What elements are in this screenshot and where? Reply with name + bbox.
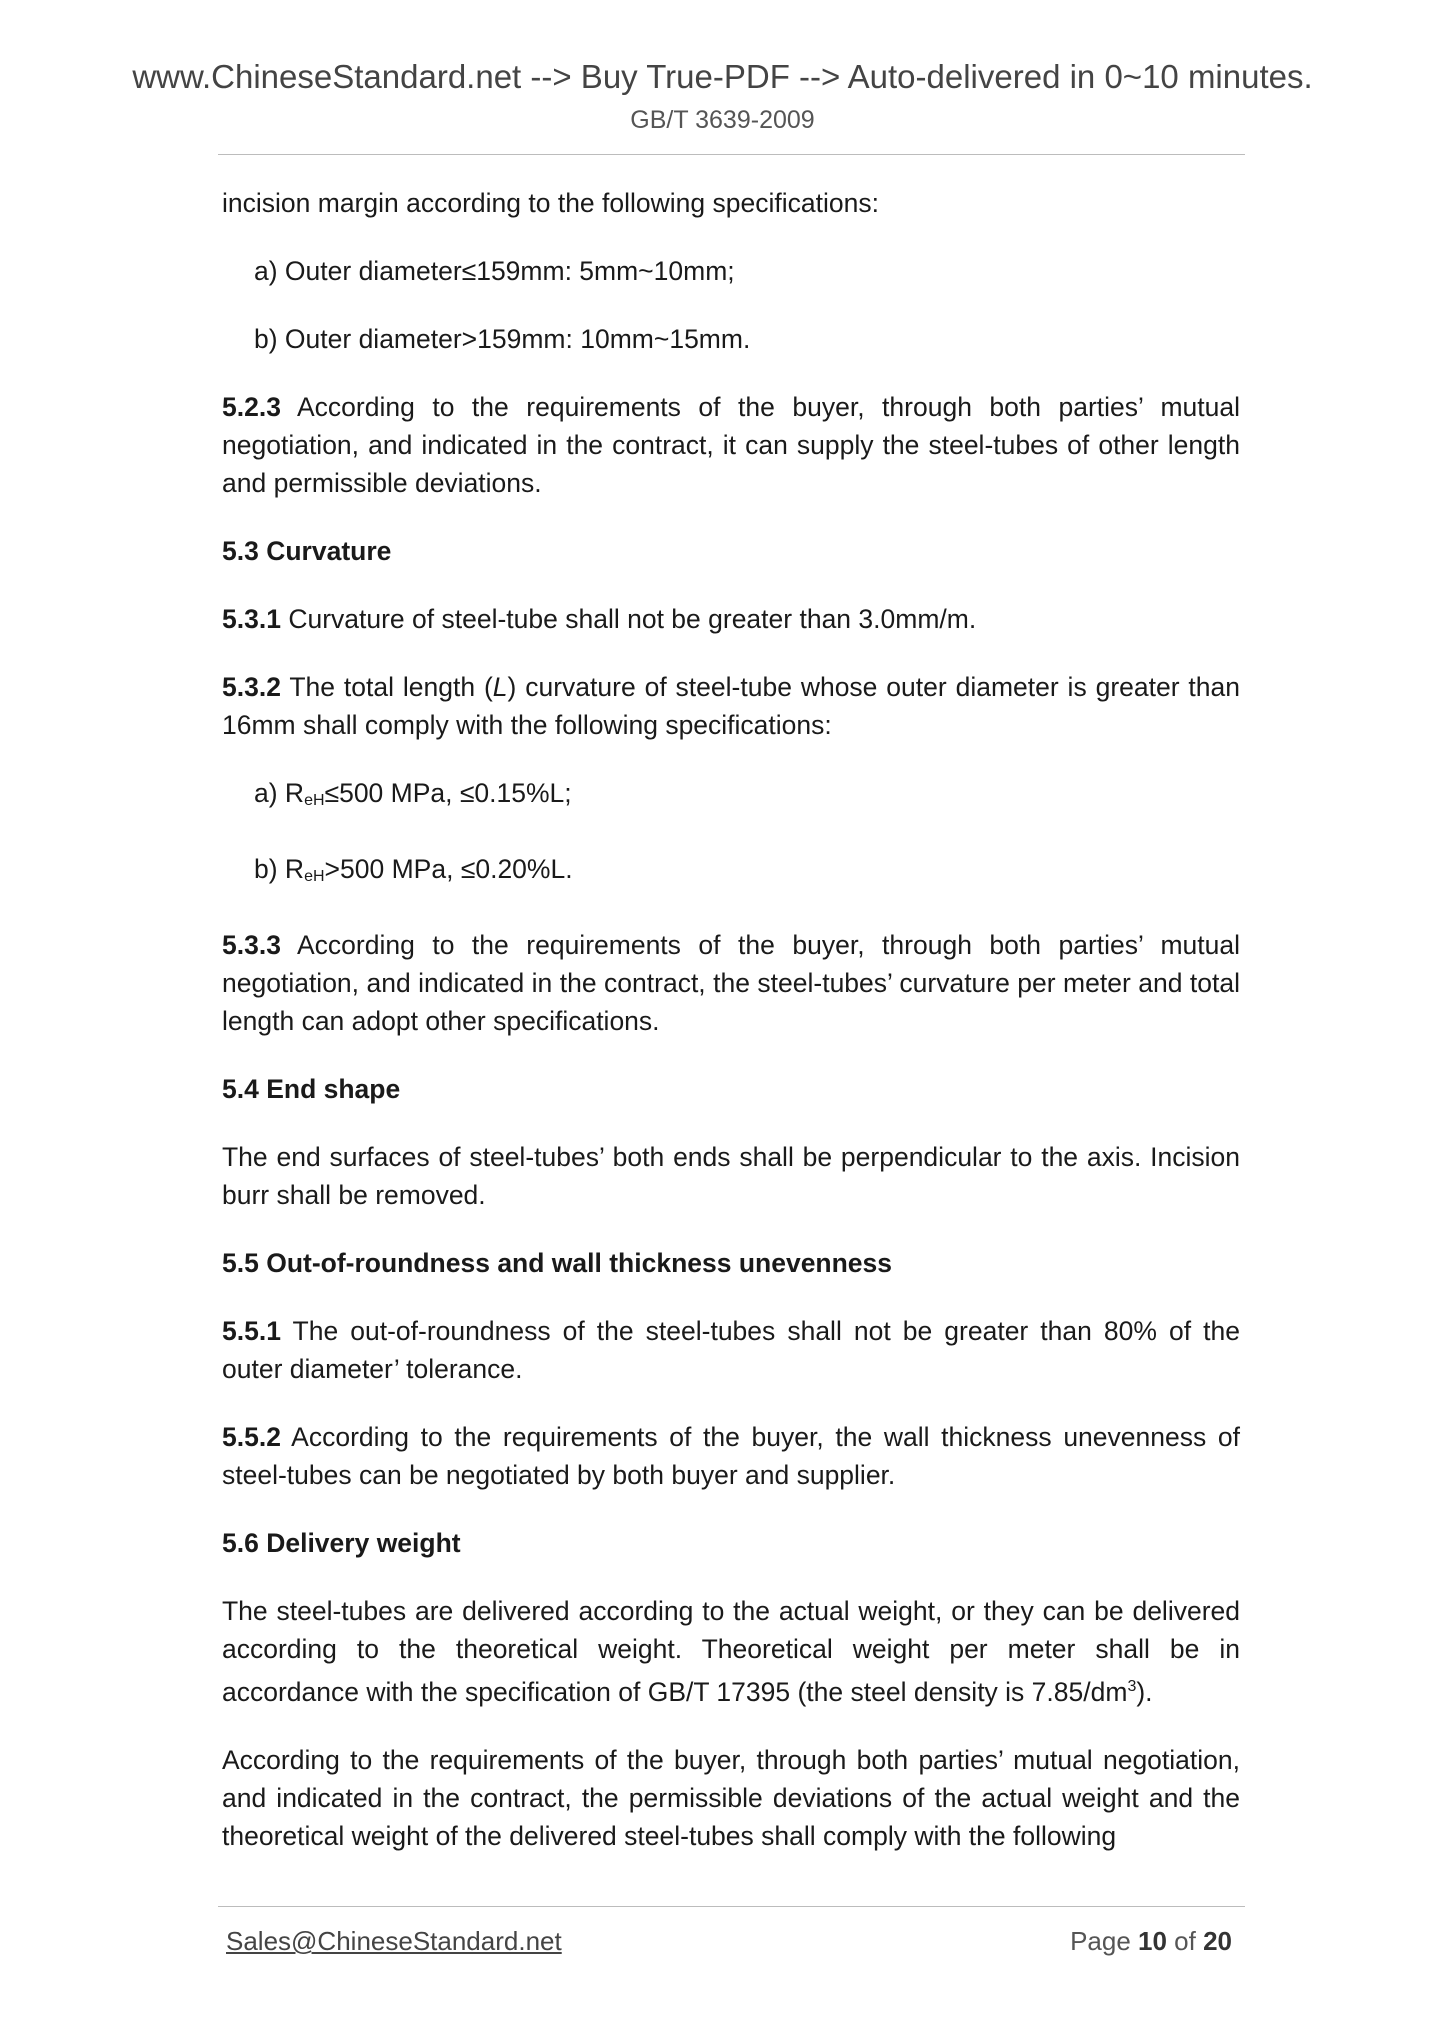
page-indicator xyxy=(1070,1926,1232,1957)
clause-5-5-1 xyxy=(222,1312,1240,1388)
clause-text: Curvature of steel-tube shall not be greater than 3.0mm/m. xyxy=(280,604,977,634)
of-label: of xyxy=(1166,1926,1204,1956)
item-text: b) R xyxy=(254,854,305,884)
clause-5-5-2 xyxy=(222,1418,1240,1494)
clause-number: 5.5.2 xyxy=(222,1422,281,1452)
clause-number: 5.5.1 xyxy=(222,1316,281,1346)
clause-text: The out-of-roundness of the steel-tubes shall not be greater than 80% of the outer diameter’ tolerance. xyxy=(222,1316,1240,1384)
paragraph-5-6-a xyxy=(222,1592,1240,1711)
clause-text: According to the requirements of the buyer, through both parties’ mutual negotiation, and indicated in the contract, it can supply the steel-tubes of other length and permissible deviations. xyxy=(222,392,1240,498)
subscript: eH xyxy=(304,792,325,809)
clause-5-3-2 xyxy=(222,668,1240,744)
clause-5-3-1 xyxy=(222,600,1240,638)
paragraph-5-4: The end surfaces of steel-tubes’ both ends shall be perpendicular to the axis. Incision burr shall be removed. xyxy=(222,1142,1240,1210)
document-body xyxy=(222,184,1240,1885)
subscript: eH xyxy=(304,868,325,885)
page-label: Page xyxy=(1070,1926,1139,1956)
section-heading-5-5: 5.5 Out-of-roundness and wall thickness unevenness xyxy=(222,1248,893,1278)
item-text: a) R xyxy=(254,778,305,808)
paragraph-text: The steel-tubes are delivered according to the actual weight, or they can be delivered according to the theoretical weight. Theoretical weight per meter shall be in accordance with the specification of GB/T 17395 (the steel density is 7.85/dm xyxy=(222,1596,1240,1707)
section-heading-5-6: 5.6 Delivery weight xyxy=(222,1528,461,1558)
clause-number: 5.2.3 xyxy=(222,392,281,422)
sales-email-link[interactable]: Sales@ChineseStandard.net xyxy=(226,1926,562,1956)
page-total: 20 xyxy=(1203,1926,1232,1956)
footer-divider xyxy=(218,1906,1245,1907)
section-heading-5-3: 5.3 Curvature xyxy=(222,536,392,566)
clause-text: The total length ( xyxy=(280,672,493,702)
page-number: 10 xyxy=(1138,1926,1167,1956)
clause-text: According to the requirements of the buyer, the wall thickness unevenness of steel-tubes can be negotiated by both buyer and supplier. xyxy=(222,1422,1240,1490)
section-heading-5-4: 5.4 End shape xyxy=(222,1074,401,1104)
header-banner: www.ChineseStandard.net --> Buy True-PDF --> Auto-delivered in 0~10 minutes. xyxy=(132,58,1313,95)
standard-number: GB/T 3639-2009 xyxy=(630,106,815,134)
clause-5-2-3 xyxy=(222,388,1240,502)
list-item-b: b) Outer diameter>159mm: 10mm~15mm. xyxy=(254,324,751,354)
clause-text: According to the requirements of the buyer, through both parties’ mutual negotiation, and indicated in the contract, the steel-tubes’ curvature per meter and total length can adopt other specifications. xyxy=(222,930,1240,1036)
clause-text: ) curvature of steel-tube whose outer diameter is greater than 16mm shall comply with the following specifications: xyxy=(222,672,1240,740)
clause-number: 5.3.1 xyxy=(222,604,281,634)
clause-5-3-3 xyxy=(222,926,1240,1040)
length-symbol: L xyxy=(492,672,508,702)
superscript: 3 xyxy=(1127,1678,1137,1695)
list-item-a: a) Outer diameter≤159mm: 5mm~10mm; xyxy=(254,256,735,286)
item-text: ≤500 MPa, ≤0.15%L; xyxy=(324,778,572,808)
item-text: >500 MPa, ≤0.20%L. xyxy=(324,854,573,884)
list-item-a xyxy=(222,774,1240,820)
list-item-b xyxy=(222,850,1240,896)
clause-number: 5.3.2 xyxy=(222,672,281,702)
header-divider xyxy=(218,154,1245,155)
clause-number: 5.3.3 xyxy=(222,930,281,960)
paragraph-5-6-b: According to the requirements of the buyer, through both parties’ mutual negotiation, and indicated in the contract, the permissible deviations of the actual weight and the theoretical weight of the delivered steel-tubes shall comply with the following xyxy=(222,1745,1240,1851)
paragraph-text: ). xyxy=(1136,1677,1153,1707)
paragraph-intro: incision margin according to the following specifications: xyxy=(222,188,879,218)
